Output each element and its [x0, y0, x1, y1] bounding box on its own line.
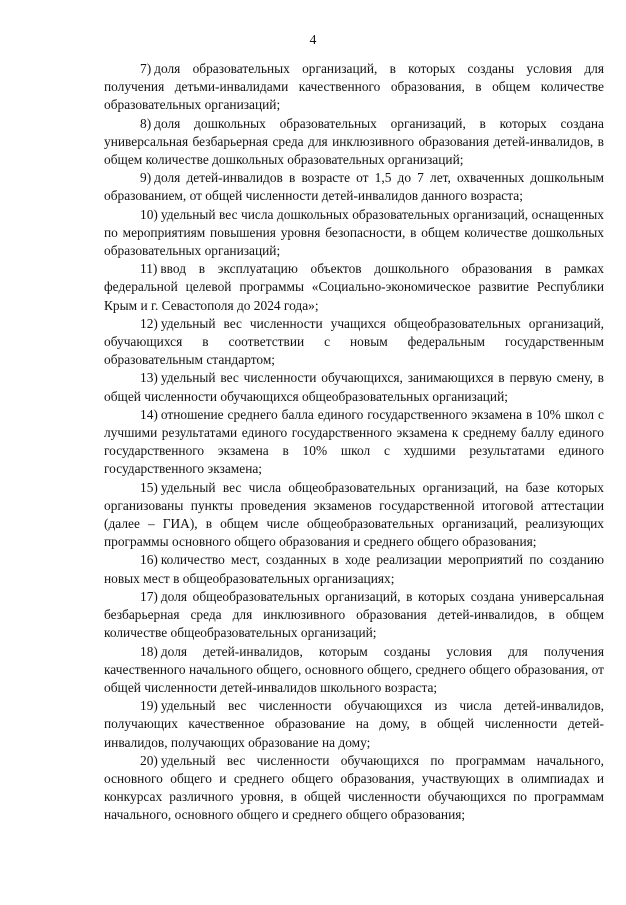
list-item: [104, 588, 604, 643]
list-item: [104, 697, 604, 752]
item-text: ввод в эксплуатацию объектов дошкольного образования в рамках федеральной целевой программы «Социально-экономическое развитие Республики Крым и г. Севастополя до 2024 года»;: [104, 261, 604, 313]
item-number: 13): [140, 370, 158, 386]
item-number: 9): [140, 170, 152, 186]
item-number: 16): [140, 552, 158, 568]
item-number: 17): [140, 588, 158, 604]
item-text: удельный вес численности обучающихся по программам начального, основного общего и среднего общего образования, участвующих в олимпиадах и конкурсах различного уровня, в общей численности обучающихся по программам начального, основного общего и среднего общего образования;: [104, 752, 604, 823]
item-text: доля детей-инвалидов в возрасте от 1,5 до 7 лет, охваченных дошкольным образованием, от общей численности детей-инвалидов данного возраста;: [104, 170, 604, 204]
item-text: удельный вес числа общеобразовательных организаций, на базе которых организованы пункты проведения экзаменов государственной итоговой аттестации (далее – ГИА), в общем числе общеобразовательных организаций, реализующих программы основного общего образования и среднего общего образования;: [104, 479, 604, 550]
item-number: 19): [140, 698, 158, 714]
item-text: доля детей-инвалидов, которым созданы условия для получения качественного начального общего, основного общего, среднего общего образования, от общей численности детей-инвалидов школьного возраста;: [104, 643, 604, 695]
list-item: [104, 369, 604, 405]
item-number: 15): [140, 479, 158, 495]
indicator-list: [104, 60, 604, 825]
list-item: [104, 169, 604, 205]
item-text: доля общеобразовательных организаций, в которых создана универсальная безбарьерная среда для инклюзивного образования детей-инвалидов, в общем количестве общеобразовательных организаций;: [104, 588, 604, 641]
item-number: 12): [140, 315, 158, 331]
list-item: [104, 260, 604, 315]
item-text: удельный вес числа дошкольных образовательных организаций, оснащенных по мероприятиям повышения уровня безопасности, в общем количестве дошкольных образовательных организаций;: [104, 206, 604, 259]
item-text: отношение среднего балла единого государственного экзамена в 10% школ с лучшими результатами единого государственного экзамена к среднему баллу единого государственного экзамена в 10% школ с худшими результатами единого государственного экзамена;: [104, 406, 604, 477]
item-text: удельный вес численности учащихся общеобразовательных организаций, обучающихся в соответствии с новым федеральным государственным образовательным стандартом;: [104, 315, 604, 368]
list-item: [104, 60, 604, 115]
list-item: [104, 406, 604, 479]
item-number: 7): [140, 61, 152, 76]
item-text: доля дошкольных образовательных организаций, в которых создана универсальная безбарьерная среда для инклюзивного образования детей-инвалидов, в общем количестве дошкольных образовательных организаций;: [104, 115, 604, 168]
item-text: удельный вес численности обучающихся из числа детей-инвалидов, получающих качественное образование на дому, в общей численности детей-инвалидов, получающих образование на дому;: [104, 698, 604, 750]
list-item: [104, 315, 604, 370]
item-number: 18): [140, 643, 158, 659]
page-number: 4: [309, 32, 317, 47]
list-item: [104, 206, 604, 261]
item-text: количество мест, созданных в ходе реализации мероприятий по созданию новых мест в общеобразовательных организациях;: [104, 552, 604, 586]
list-item: [104, 643, 604, 698]
item-text: доля образовательных организаций, в которых созданы условия для получения детьми-инвалидами качественного образования, в общем количестве образовательных организаций;: [104, 61, 604, 113]
item-number: 14): [140, 406, 158, 422]
list-item: [104, 551, 604, 587]
list-item: [104, 479, 604, 552]
list-item: [104, 752, 604, 825]
item-number: 20): [140, 752, 158, 768]
item-number: 11): [140, 261, 158, 277]
list-item: [104, 115, 604, 170]
item-text: удельный вес численности обучающихся, занимающихся в первую смену, в общей численности обучающихся общеобразовательных организаций;: [104, 370, 604, 404]
item-number: 10): [140, 206, 158, 222]
item-number: 8): [140, 115, 152, 131]
